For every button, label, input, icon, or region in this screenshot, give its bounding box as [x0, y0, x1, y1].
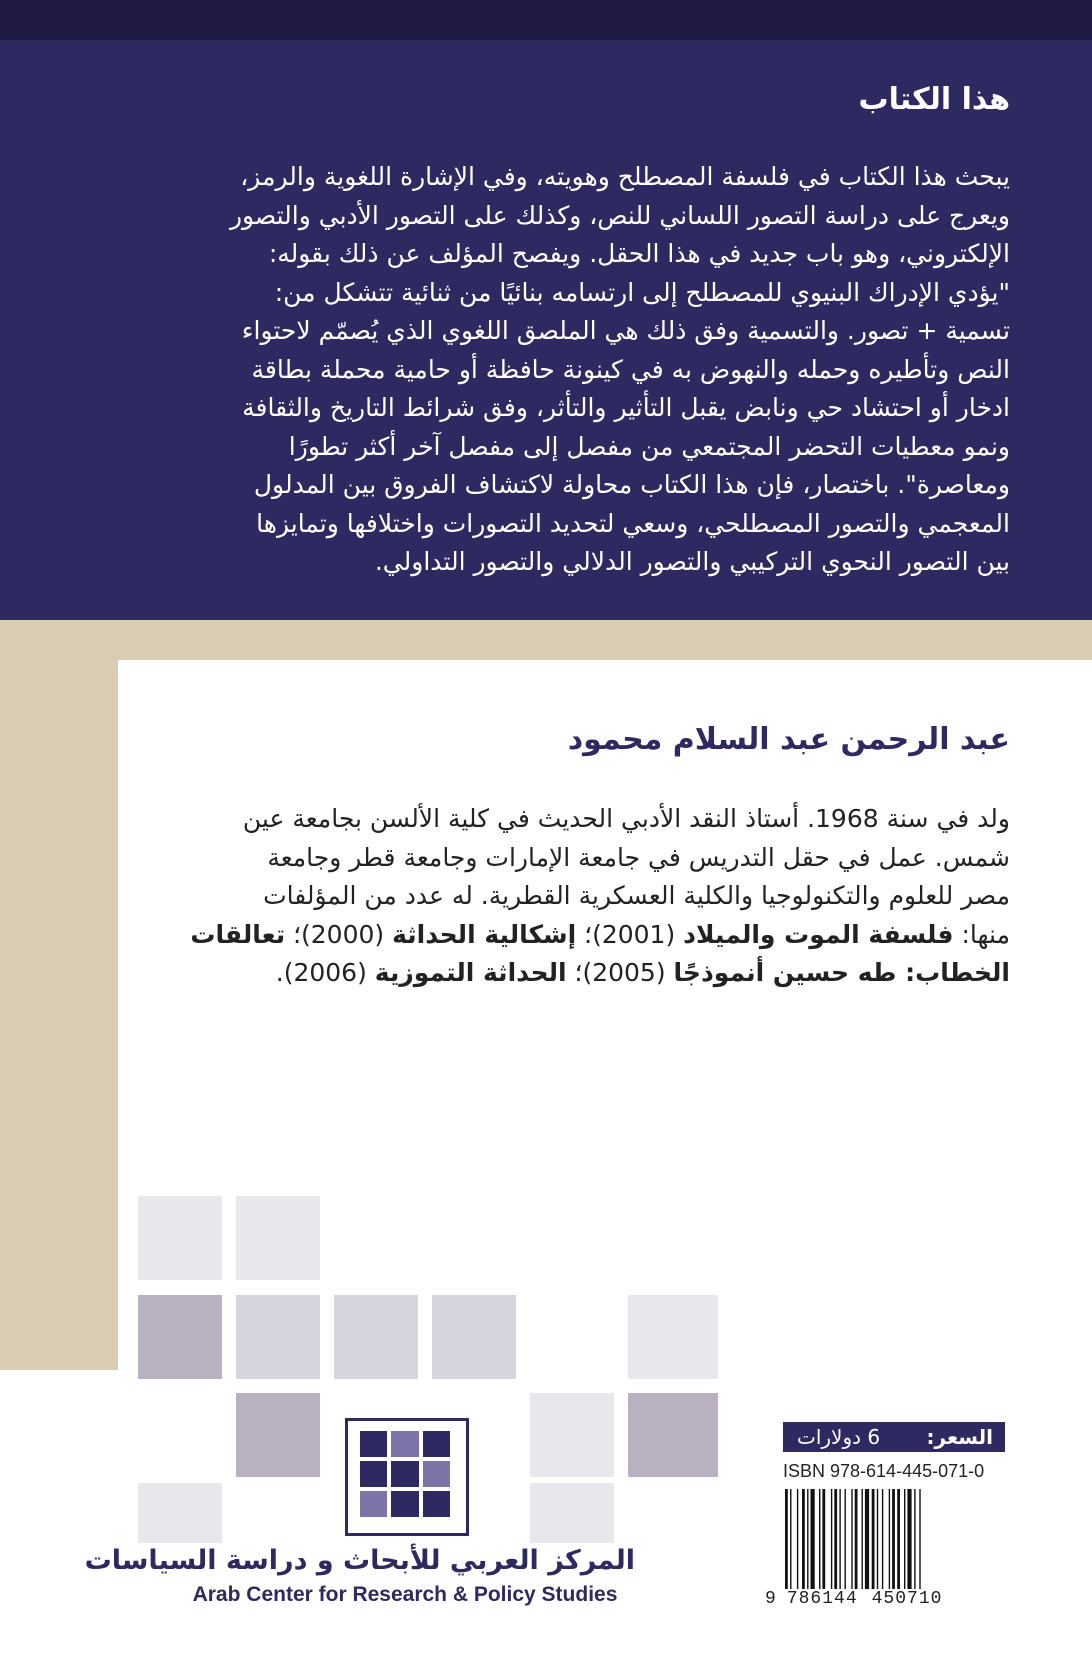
- barcode-digits: [765, 1589, 1005, 1609]
- bio-line: [70, 954, 1010, 993]
- barcode-bar: [897, 1489, 900, 1589]
- top-shade: [0, 0, 1092, 40]
- bio-text: (2001)؛: [576, 919, 684, 949]
- barcode-bar: [862, 1489, 863, 1589]
- bio-text: (2006).: [275, 958, 375, 987]
- barcode-bar: [855, 1489, 858, 1589]
- decorative-square: [236, 1393, 320, 1477]
- description-line: ويعرج على دراسة التصور اللساني للنص، وكذلك على التصور الأدبي والتصور: [229, 200, 1010, 230]
- bio-line: ولد في سنة 1968. أستاذ النقد الأدبي الحديث في كلية الألسن بجامعة عين: [242, 804, 1010, 833]
- barcode-bar: [785, 1489, 788, 1589]
- bio-text: (2000)؛: [285, 919, 393, 949]
- publisher-name-english: Arab Center for Research & Policy Studies: [192, 1583, 618, 1606]
- price-value: 6 دولارات: [797, 1425, 881, 1449]
- bio-text: منها:: [953, 919, 1010, 949]
- decorative-square: [530, 1483, 614, 1543]
- description-line: النص وتأطيره وحمله والنهوض به في كينونة حافظة أو حامية محملة بطاقة: [251, 354, 1010, 384]
- decorative-square: [138, 1483, 222, 1543]
- description-line: ونمو معطيات التحضر المجتمعي من مفصل إلى مفصل آخر أكثر تطورًا: [288, 431, 1010, 461]
- bio-line: [70, 916, 1010, 955]
- decorative-square: [628, 1393, 718, 1477]
- barcode-bar: [834, 1489, 837, 1589]
- author-bio: [70, 800, 1010, 993]
- book-title: تعالقات: [190, 919, 286, 949]
- decorative-square: [530, 1393, 614, 1477]
- description-panel: [0, 0, 1092, 620]
- barcode-bar: [811, 1489, 815, 1589]
- decorative-square: [628, 1295, 718, 1379]
- description-line: ومعاصرة". باختصار، فإن هذا الكتاب محاولة لاكتشاف الفروق بين المدلول: [253, 470, 1010, 499]
- description-line: تسمية + تصور. والتسمية وفق ذلك هي الملصق اللغوي الذي يُصمّم لاحتواء: [241, 316, 1010, 345]
- barcode-bar: [822, 1489, 825, 1589]
- barcode-digit-group: 450710: [871, 1589, 943, 1609]
- barcode-bar: [807, 1489, 808, 1589]
- beige-band: [0, 620, 1092, 660]
- decorative-square: [236, 1196, 320, 1280]
- bio-line: مصر للعلوم والتكنولوجيا والكلية العسكرية القطرية. له عدد من المؤلفات: [263, 881, 1010, 910]
- barcode-bar: [914, 1489, 915, 1589]
- decorative-square: [432, 1295, 516, 1379]
- decorative-square: [138, 1295, 222, 1379]
- book-title: فلسفة الموت والميلاد: [683, 919, 954, 949]
- decorative-square: [236, 1295, 320, 1379]
- barcode-bar: [865, 1489, 869, 1589]
- decorative-square: [334, 1295, 418, 1379]
- barcode-bar: [872, 1489, 875, 1589]
- price-label: السعر:: [926, 1425, 993, 1449]
- barcode-bar: [904, 1489, 905, 1589]
- barcode-bar: [802, 1489, 805, 1589]
- author-name: عبد الرحمن عبد السلام محمود: [567, 722, 1010, 757]
- description-line: المعجمي والتصور المصطلحي، وسعي لتحديد التصورات واختلافها وتمايزها: [256, 508, 1010, 538]
- barcode-bar: [797, 1489, 798, 1589]
- barcode-digit-group: 786144: [786, 1589, 858, 1609]
- description-text: [80, 158, 1010, 582]
- barcode-bar: [851, 1489, 852, 1589]
- section-title: هذا الكتاب: [858, 82, 1010, 117]
- description-line: "يؤدي الإدراك البنيوي للمصطلح إلى ارتسامه بنائيًا من ثنائية تتشكل من:: [274, 277, 1010, 307]
- price-box: [783, 1422, 1005, 1452]
- barcode-bar: [819, 1489, 820, 1589]
- barcode-bar: [839, 1489, 840, 1589]
- barcode-bar: [845, 1489, 846, 1589]
- book-title: الخطاب: طه حسين أنموذجًا: [673, 958, 1010, 987]
- beige-side-strip: [0, 620, 118, 1370]
- barcode-bar: [907, 1489, 911, 1589]
- bio-text: (2005)؛: [566, 958, 674, 987]
- logo-mark: [360, 1431, 450, 1517]
- barcode-bar: [882, 1489, 883, 1589]
- barcode-bar: [831, 1489, 832, 1589]
- bio-line: شمس. عمل في حقل التدريس في جامعة الإمارات وجامعة قطر وجامعة: [267, 842, 1010, 872]
- publisher-name-arabic: المركز العربي للأبحاث و دراسة السياسات: [84, 1545, 635, 1576]
- description-line: الإلكتروني، وهو باب جديد في هذا الحقل. ويفصح المؤلف عن ذلك بقوله:: [268, 239, 1010, 268]
- description-line: ادخار أو احتشاد حي ونابض يقبل التأثير والتأثر، وفق شرائط التاريخ والثقافة: [242, 393, 1010, 422]
- barcode-bar: [919, 1489, 920, 1589]
- book-title: إشكالية الحداثة: [392, 919, 577, 949]
- barcode-bar: [889, 1489, 890, 1589]
- barcode-bar: [877, 1489, 878, 1589]
- barcode-bar: [892, 1489, 895, 1589]
- barcode: [783, 1489, 1005, 1589]
- arab-center-logo-icon: [345, 1418, 469, 1536]
- description-line: يبحث هذا الكتاب في فلسفة المصطلح وهويته، وفي الإشارة اللغوية والرمز،: [240, 162, 1010, 191]
- book-title: الحداثة التموزية: [374, 958, 567, 987]
- barcode-digit-group: 9: [765, 1589, 777, 1609]
- decorative-square: [138, 1196, 222, 1280]
- barcode-bar: [790, 1489, 791, 1589]
- isbn-text: ISBN 978-614-445-071-0: [783, 1461, 985, 1481]
- description-line: بين التصور النحوي التركيبي والتصور الدلالي والتصور التداولي.: [374, 547, 1010, 576]
